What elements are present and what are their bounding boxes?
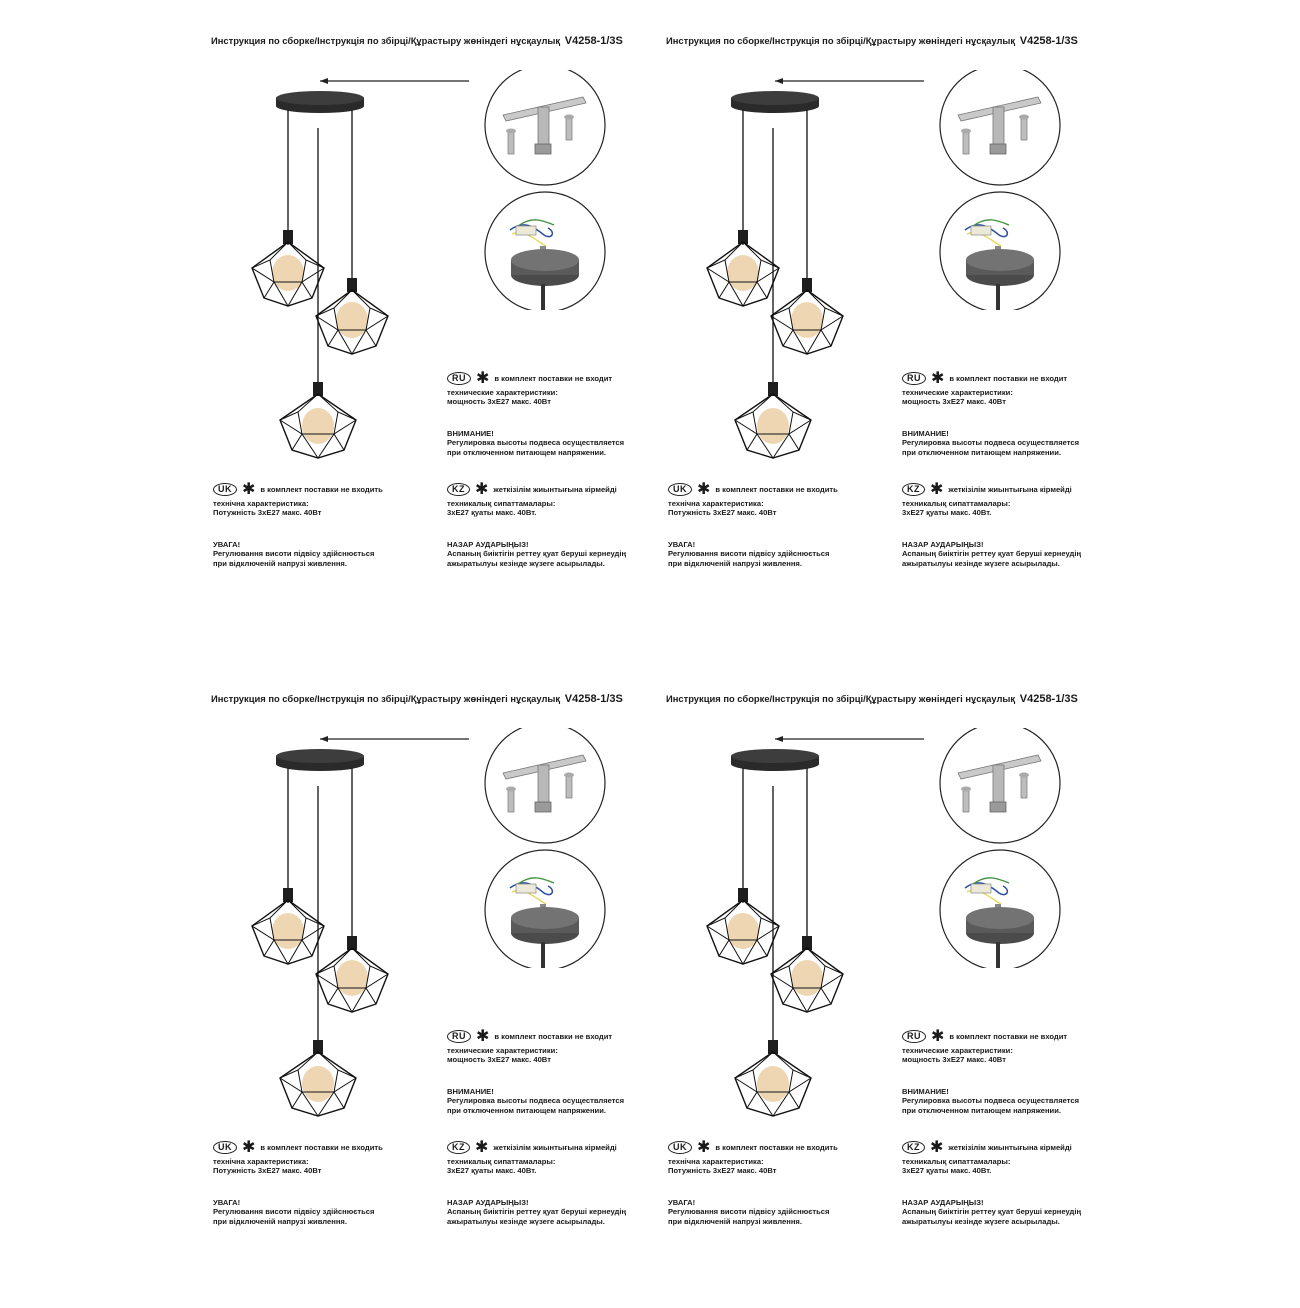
ru-warning-line2: при отключенном питающем напряжении. [902,447,1062,457]
kz-warning-title: НАЗАР АУДАРЫҢЫЗ! [902,539,984,549]
asterisk-icon: ✱ [931,369,945,387]
pendant-lamp-illustration [240,70,480,470]
uk-warning-title: УВАГА! [668,539,696,549]
pendant-lamp-illustration [695,728,935,1128]
instruction-title [666,693,1078,705]
model-number: V4258-1/3S [564,693,623,705]
kz-specs-label: техникалық сипаттамалары: [902,499,1011,508]
kz-specs-value: 3хЕ27 қуаты макс. 40Вт. [447,508,537,518]
kz-language-badge: KZ [447,1141,470,1154]
asterisk-icon: ✱ [476,1027,490,1045]
uk-language-badge: UK [668,1141,692,1154]
asterisk-icon: ✱ [697,480,711,498]
ru-warning-line2: при отключенном питающем напряжении. [447,447,607,457]
kz-warning-line1: Аспаның биіктігін реттеу қуат беруші кернеудің [447,1207,627,1217]
asterisk-icon: ✱ [930,480,944,498]
ru-not-included: в комплект поставки не входит [494,373,613,383]
kz-not-included: жеткізілім жиынтығына кірмейді [948,484,1072,494]
ru-warning-line2: при отключенном питающем напряжении. [902,1105,1062,1115]
ru-language-badge: RU [447,1030,471,1043]
asterisk-icon: ✱ [242,1138,256,1156]
model-number: V4258-1/3S [1019,693,1078,705]
kz-warning-line1: Аспаның биіктігін реттеу қуат беруші кернеудің [902,549,1082,559]
kz-warning-line2: ажыратылуы кезінде жүзеге асырылады. [902,558,1060,568]
ru-warning-title: ВНИМАНИЕ! [447,1086,494,1096]
kz-section [902,1138,1082,1226]
kz-language-badge: KZ [902,1141,925,1154]
uk-warning-title: УВАГА! [668,1197,696,1207]
uk-warning-line2: при відключеній напрузі живлення. [668,1216,802,1226]
kz-warning-line1: Аспаның биіктігін реттеу қуат беруші кернеудің [447,549,627,559]
instruction-title [666,35,1078,47]
uk-language-badge: UK [668,483,692,496]
uk-not-included: в комплект поставки не входить [715,484,838,494]
uk-warning-line2: при відключеній напрузі живлення. [668,558,802,568]
asterisk-icon: ✱ [475,480,489,498]
model-number: V4258-1/3S [1019,35,1078,47]
ru-warning-line1: Регулировка высоты подвеса осуществляется [902,1096,1080,1106]
uk-specs-value: Потужність 3хЕ27 макс. 40Вт [668,508,777,518]
kz-not-included: жеткізілім жиынтығына кірмейді [493,1142,617,1152]
ru-warning-line1: Регулировка высоты подвеса осуществляется [447,1096,625,1106]
uk-warning-line1: Регулювання висоти підвісу здійснюється [668,549,830,559]
asterisk-icon: ✱ [930,1138,944,1156]
uk-warning-line2: при відключеній напрузі живлення. [213,1216,347,1226]
uk-specs-label: технічна характеристика: [213,1157,309,1166]
kz-not-included: жеткізілім жиынтығына кірмейді [493,484,617,494]
ru-specs-value: мощность 3хЕ27 макс. 40Вт [902,1055,1006,1065]
kz-specs-label: техникалық сипаттамалары: [447,499,556,508]
uk-section [668,1138,838,1226]
kz-specs-value: 3хЕ27 қуаты макс. 40Вт. [447,1166,537,1176]
kz-specs-value: 3хЕ27 қуаты макс. 40Вт. [902,508,992,518]
ru-section [902,369,1080,457]
kz-warning-line2: ажыратылуы кезінде жүзеге асырылады. [447,1216,605,1226]
uk-warning-line1: Регулювання висоти підвісу здійснюється [668,1207,830,1217]
kz-specs-label: техникалық сипаттамалары: [447,1157,556,1166]
wiring-canopy-illustration [940,850,1060,968]
uk-not-included: в комплект поставки не входить [260,484,383,494]
uk-specs-value: Потужність 3хЕ27 макс. 40Вт [668,1166,777,1176]
kz-not-included: жеткізілім жиынтығына кірмейді [948,1142,1072,1152]
uk-specs-label: технічна характеристика: [213,499,309,508]
cage-lamp-bottom [735,382,811,458]
uk-specs-value: Потужність 3хЕ27 макс. 40Вт [213,508,322,518]
cage-lamp-bottom [280,382,356,458]
cage-lamp-left [252,888,324,964]
ru-specs-label: технические характеристики: [902,1046,1013,1055]
ru-warning-title: ВНИМАНИЕ! [902,428,949,438]
uk-warning-line1: Регулювання висоти підвісу здійснюється [213,549,375,559]
uk-warning-title: УВАГА! [213,539,241,549]
kz-warning-title: НАЗАР АУДАРЫҢЫЗ! [447,1197,529,1207]
kz-section [902,480,1082,568]
kz-warning-line2: ажыратылуы кезінде жүзеге асырылады. [902,1216,1060,1226]
uk-warning-title: УВАГА! [213,1197,241,1207]
kz-warning-line1: Аспаның биіктігін реттеу қуат беруші кернеудің [902,1207,1082,1217]
cage-lamp-right [316,278,388,354]
uk-not-included: в комплект поставки не входить [260,1142,383,1152]
uk-section [213,480,383,568]
ru-not-included: в комплект поставки не входит [949,1031,1068,1041]
ru-warning-line1: Регулировка высоты подвеса осуществляется [447,438,625,448]
asterisk-icon: ✱ [242,480,256,498]
title-text: Инструкция по сборке/Інструкція по збірці/Құрастыру жөніндегі нұсқаулық [666,35,1016,46]
uk-section [213,1138,383,1226]
ru-language-badge: RU [902,1030,926,1043]
title-text: Инструкция по сборке/Інструкція по збірці/Құрастыру жөніндегі нұсқаулық [211,35,561,46]
asterisk-icon: ✱ [697,1138,711,1156]
cage-lamp-bottom [735,1040,811,1116]
title-text: Инструкция по сборке/Інструкція по збірці/Құрастыру жөніндегі нұсқаулық [211,693,561,704]
uk-not-included: в комплект поставки не входить [715,1142,838,1152]
ru-specs-value: мощность 3хЕ27 макс. 40Вт [447,1055,551,1065]
ru-not-included: в комплект поставки не входит [494,1031,613,1041]
cage-lamp-left [252,230,324,306]
ru-language-badge: RU [902,372,926,385]
uk-language-badge: UK [213,1141,237,1154]
kz-warning-line2: ажыратылуы кезінде жүзеге асырылады. [447,558,605,568]
uk-language-badge: UK [213,483,237,496]
uk-section [668,480,838,568]
ru-specs-label: технические характеристики: [447,1046,558,1055]
cage-lamp-left [707,888,779,964]
kz-language-badge: KZ [902,483,925,496]
cage-lamp-right [316,936,388,1012]
pendant-lamp-illustration [695,70,935,470]
uk-specs-label: технічна характеристика: [668,1157,764,1166]
cage-lamp-bottom [280,1040,356,1116]
mounting-bracket-illustration [940,728,1060,843]
kz-warning-title: НАЗАР АУДАРЫҢЫЗ! [902,1197,984,1207]
title-text: Инструкция по сборке/Інструкція по збірці/Құрастыру жөніндегі нұсқаулық [666,693,1016,704]
ru-section [902,1027,1080,1115]
mounting-detail-illustrations [933,728,1068,968]
ru-warning-line2: при отключенном питающем напряжении. [447,1105,607,1115]
ru-not-included: в комплект поставки не входит [949,373,1068,383]
ru-warning-title: ВНИМАНИЕ! [902,1086,949,1096]
uk-specs-value: Потужність 3хЕ27 макс. 40Вт [213,1166,322,1176]
asterisk-icon: ✱ [476,369,490,387]
cage-lamp-right [771,278,843,354]
ru-specs-value: мощность 3хЕ27 макс. 40Вт [902,397,1006,407]
ru-specs-label: технические характеристики: [447,388,558,397]
ru-language-badge: RU [447,372,471,385]
ru-specs-value: мощность 3хЕ27 макс. 40Вт [447,397,551,407]
kz-language-badge: KZ [447,483,470,496]
cage-lamp-left [707,230,779,306]
kz-specs-label: техникалық сипаттамалары: [902,1157,1011,1166]
uk-specs-label: технічна характеристика: [668,499,764,508]
pendant-lamp-illustration [240,728,480,1128]
ru-specs-label: технические характеристики: [902,388,1013,397]
ru-warning-title: ВНИМАНИЕ! [447,428,494,438]
ru-warning-line1: Регулировка высоты подвеса осуществляется [902,438,1080,448]
mounting-bracket-illustration [940,70,1060,185]
uk-warning-line1: Регулювання висоти підвісу здійснюється [213,1207,375,1217]
asterisk-icon: ✱ [931,1027,945,1045]
cage-lamp-right [771,936,843,1012]
wiring-canopy-illustration [940,192,1060,310]
kz-specs-value: 3хЕ27 қуаты макс. 40Вт. [902,1166,992,1176]
asterisk-icon: ✱ [475,1138,489,1156]
uk-warning-line2: при відключеній напрузі живлення. [213,558,347,568]
kz-warning-title: НАЗАР АУДАРЫҢЫЗ! [447,539,529,549]
instruction-panel-2 [455,0,1105,650]
model-number: V4258-1/3S [564,35,623,47]
instruction-panel-4 [455,658,1105,1308]
mounting-detail-illustrations [933,70,1068,310]
